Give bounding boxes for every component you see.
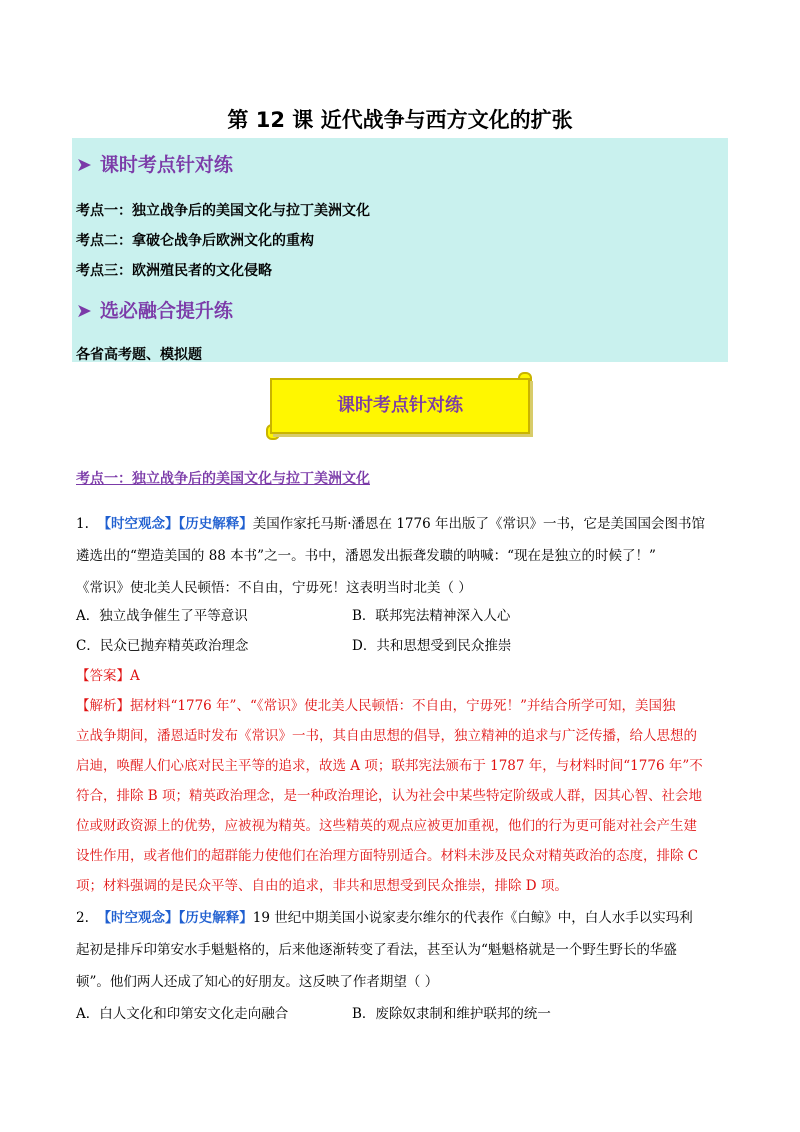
question-number: 1. [76, 516, 89, 532]
section-banner: 课时考点针对练 [270, 378, 530, 434]
q1-analysis-line: 符合，排除 B 项；精英政治理念，是一种政治理论，认为社会中某些特定阶级或人群，因其心智、社会地 [76, 788, 703, 804]
outline-section2-item: 各省高考题、模拟题 [76, 347, 202, 363]
tag-lishi: 【历史解释】 [178, 516, 253, 532]
q1-stem-line: 《常识》使北美人民顿悟：不自由，宁毋死！这表明当时北美（ ） [76, 580, 472, 596]
q1-option-a: A．独立战争催生了平等意识 [76, 608, 248, 624]
q2-option-a: A．白人文化和印第安文化走向融合 [76, 1006, 289, 1022]
q2-stem-line: 起初是排斥印第安水手魁魁格的，后来他逐渐转变了看法，甚至认为“魁魁格就是一个野生野长的华盛 [76, 942, 677, 958]
q1-stem-text: 美国作家托马斯·潘恩在 1776 年出版了《常识》一书，它是美国国会图书馆 [252, 516, 705, 532]
q2-stem-line: 顿”。他们两人还成了知心的好朋友。这反映了作者期望（ ） [76, 974, 439, 990]
q1-analysis-line: 设性作用，或者他们的超群能力使他们在治理方面特别适合。材料未涉及民众对精英政治的态度，排除 C [76, 848, 699, 864]
outline-point-3: 考点三：欧洲殖民者的文化侵略 [76, 263, 272, 279]
q1-option-c: C．民众已抛弃精英政治理念 [76, 638, 249, 654]
q1-answer: 【答案】A [76, 668, 140, 684]
kaodian-heading: 考点一：独立战争后的美国文化与拉丁美洲文化 [76, 471, 370, 487]
q1-option-b: B．联邦宪法精神深入人心 [352, 608, 511, 624]
page-title: 第 12 课 近代战争与西方文化的扩张 [227, 108, 573, 132]
q2-stem-line [76, 906, 726, 926]
q1-analysis-line: 启迪，唤醒人们心底对民主平等的追求，故选 A 项；联邦宪法颁布于 1787 年，与材料时间“1776 年”不 [76, 758, 703, 774]
tag-lishi: 【历史解释】 [178, 910, 253, 926]
q1-analysis-line: 位或财政资源上的优势，应被视为精英。这些精英的观点应被更加重视，他们的行为更可能对社会产生建 [76, 818, 697, 834]
outline-point-1: 考点一：独立战争后的美国文化与拉丁美洲文化 [76, 203, 370, 219]
chevron-right-icon: ➤ [76, 154, 92, 176]
q1-stem-line: 遴选出的“塑造美国的 88 本书”之一。书中，潘恩发出振聋发聩的呐喊：“现在是独立的时候了！” [76, 548, 656, 564]
section1-heading: 课时考点针对练 [99, 154, 233, 176]
q1-analysis-line: 项；材料强调的是民众平等、自由的追求，非共和思想受到民众推崇，排除 D 项。 [76, 878, 568, 894]
chevron-right-icon: ➤ [76, 300, 92, 322]
q1-analysis-line: 立战争期间，潘恩适时发布《常识》一书，其自由思想的倡导，独立精神的追求与广泛传播，给人思想的 [76, 728, 697, 744]
question-number: 2. [76, 910, 89, 926]
tag-shikong: 【时空观念】 [97, 516, 179, 532]
q2-stem-text: 19 世纪中期美国小说家麦尔维尔的代表作《白鲸》中，白人水手以实玛利 [252, 910, 693, 926]
q2-option-b: B．废除奴隶制和维护联邦的统一 [352, 1006, 551, 1022]
tag-shikong: 【时空观念】 [97, 910, 179, 926]
section2-heading: 选必融合提升练 [99, 300, 233, 322]
outline-section2 [76, 296, 233, 323]
q1-stem-line [76, 512, 726, 532]
outline-section1 [76, 150, 233, 177]
outline-point-2: 考点二：拿破仑战争后欧洲文化的重构 [76, 233, 314, 249]
q1-analysis-line: 【解析】据材料“1776 年”、“《常识》使北美人民顿悟：不自由，宁毋死！”并结合所学可知，美国独 [76, 698, 676, 714]
q1-option-d: D．共和思想受到民众推崇 [352, 638, 512, 654]
